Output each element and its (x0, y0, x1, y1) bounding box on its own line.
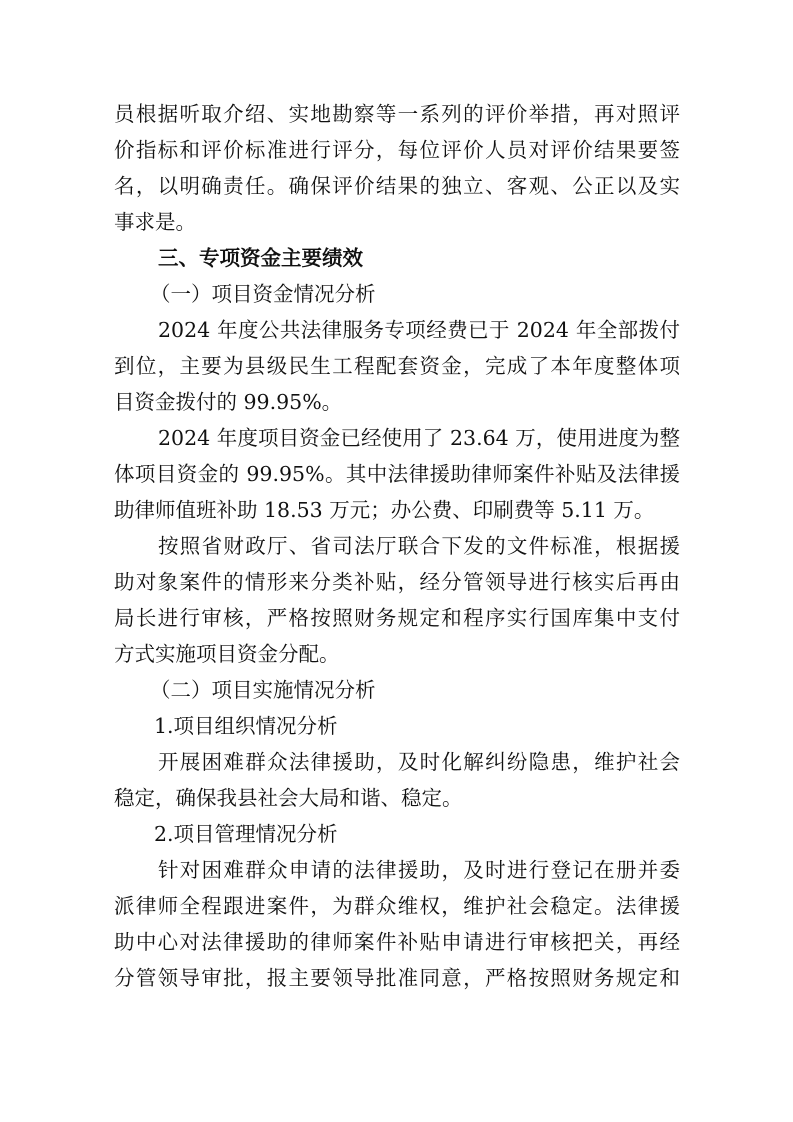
text-line: 体项目资金的 99.95%。其中法律援助律师案件补贴及法律援 (114, 462, 680, 486)
paragraph-funds-standard (114, 528, 680, 672)
paragraph-management (114, 852, 680, 996)
text-line: 助律师值班补助 18.53 万元；办公费、印刷费等 5.11 万。 (114, 498, 655, 522)
subsection-heading-funds: （一）项目资金情况分析 (150, 282, 376, 306)
text-line: 派律师全程跟进案件，为群众维权，维护社会稳定。法律援 (114, 894, 680, 918)
text-line: 价指标和评价标准进行评分，每位评价人员对评价结果要签 (114, 138, 680, 162)
subsection-heading-implementation: （二）项目实施情况分析 (150, 678, 376, 702)
paragraph-organization (114, 744, 680, 816)
text-line: 分管领导审批，报主要领导批准同意，严格按照财务规定和 (114, 966, 680, 990)
item-heading-management: 2.项目管理情况分析 (154, 822, 338, 846)
text-line: 按照省财政厅、省司法厅联合下发的文件标准，根据援 (158, 534, 680, 558)
paragraph-funds-usage (114, 420, 680, 528)
item-heading-organization: 1.项目组织情况分析 (154, 714, 338, 738)
text-line: 助对象案件的情形来分类补贴，经分管领导进行核实后再由 (114, 570, 680, 594)
section-heading: 三、专项资金主要绩效 (158, 246, 363, 270)
text-line: 稳定，确保我县社会大局和谐、稳定。 (114, 786, 463, 810)
document-page (114, 96, 680, 996)
text-line: 助中心对法律援助的律师案件补贴申请进行审核把关，再经 (114, 930, 680, 954)
paragraph-evaluation (114, 96, 680, 240)
paragraph-funds-allocation (114, 312, 680, 420)
text-line: 方式实施项目资金分配。 (114, 642, 340, 666)
text-line: 事求是。 (114, 210, 196, 234)
text-line: 2024 年度项目资金已经使用了 23.64 万，使用进度为整 (158, 426, 680, 450)
text-line: 针对困难群众申请的法律援助，及时进行登记在册并委 (158, 858, 680, 882)
text-line: 目资金拨付的 99.95%。 (114, 390, 343, 414)
text-line: 员根据听取介绍、实地勘察等一系列的评价举措，再对照评 (114, 102, 680, 126)
text-line: 到位，主要为县级民生工程配套资金，完成了本年度整体项 (114, 354, 680, 378)
text-line: 名，以明确责任。确保评价结果的独立、客观、公正以及实 (114, 174, 680, 198)
text-line: 开展困难群众法律援助，及时化解纠纷隐患，维护社会 (158, 750, 680, 774)
text-line: 局长进行审核，严格按照财务规定和程序实行国库集中支付 (114, 606, 680, 630)
text-line: 2024 年度公共法律服务专项经费已于 2024 年全部拨付 (158, 318, 680, 342)
